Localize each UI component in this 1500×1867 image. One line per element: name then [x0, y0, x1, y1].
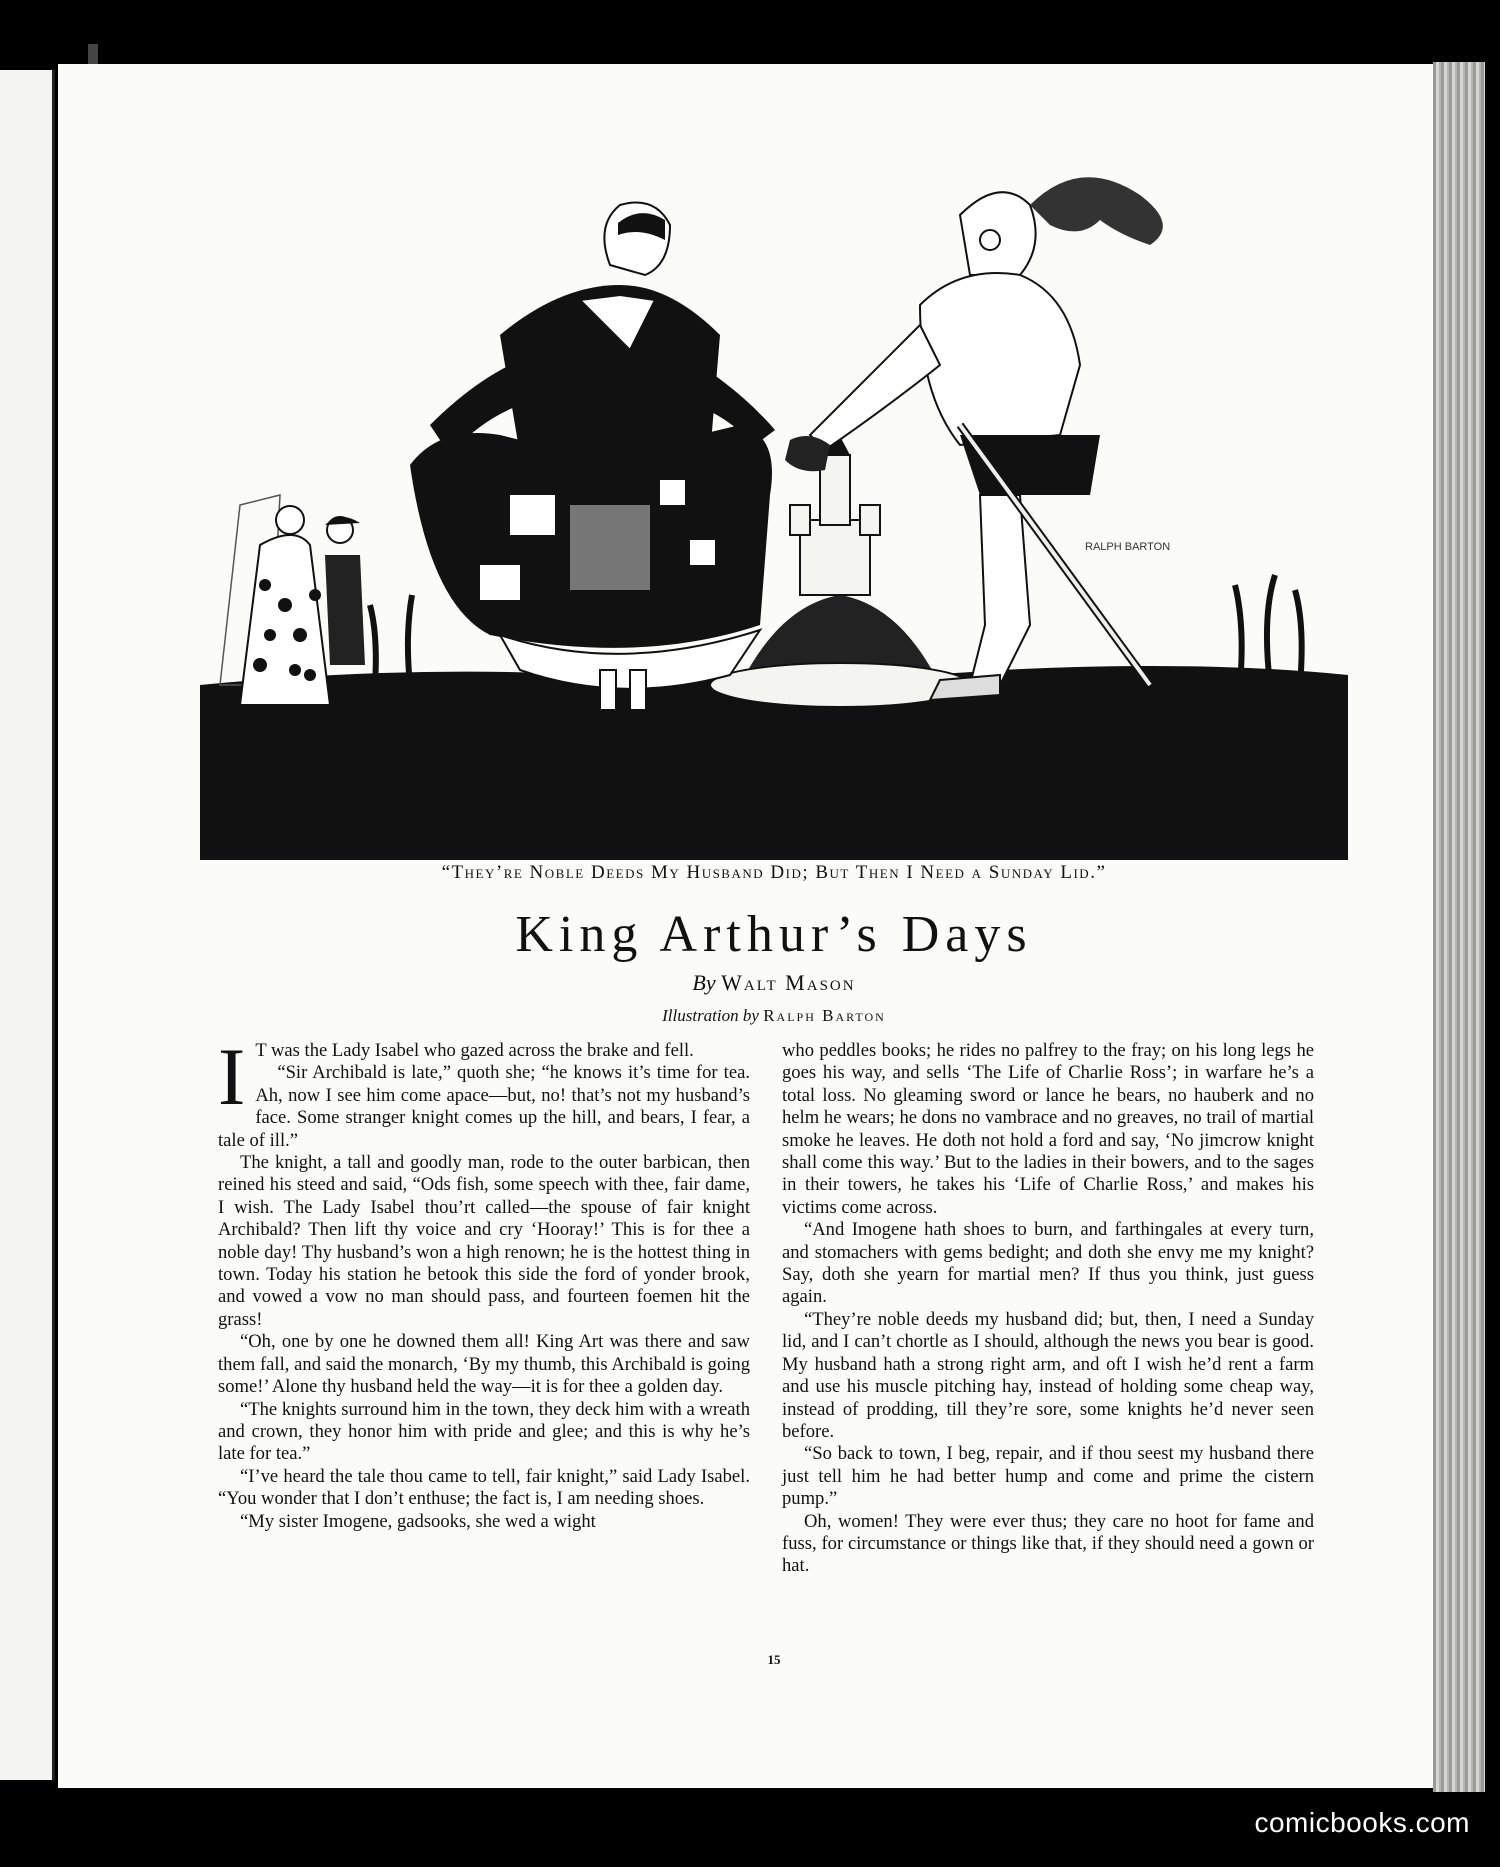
facing-page-edge [0, 70, 55, 1780]
paragraph: The knight, a tall and goodly man, rode to the outer barbican, then reined his steed and said, “Ods fish, some speech with thee, fair dame, I wish. The Lady Isabel thou’rt called—the spouse of fair knight Archibald? Then lift thy voice and cry ‘Hooray!’ This is for thee a noble day! Thy husband’s won a high renown; he is the hottest thing in town. Today his station he betook this side the ford of yonder brook, and vowed a vow no man should pass, and fourteen foemen hit the grass! [218, 1152, 750, 1330]
illustration-caption: “They’re Noble Deeds My Husband Did; But Then I Need a Sunday Lid.” [441, 862, 1107, 883]
paragraph: “I’ve heard the tale thou came to tell, fair knight,” said Lady Isabel. “You wonder that I don’t enthuse; the fact is, I am needing shoes. [218, 1465, 750, 1510]
page-number: 15 [767, 1652, 781, 1667]
article-column-right [782, 1040, 1314, 1578]
illustration-credit [200, 1006, 1348, 1026]
page-stack-edge [1433, 62, 1485, 1792]
illustrator-name: Ralph Barton [763, 1006, 886, 1025]
drop-cap: I [218, 1031, 246, 1122]
byline [200, 970, 1348, 996]
paragraph: “The knights surround him in the town, they deck him with a wreath and crown, they honor him with pride and glee; and this is why he’s late for tea.” [218, 1398, 750, 1465]
illustration [200, 165, 1348, 860]
illustration-drawing [200, 165, 1348, 860]
article-column-left [218, 1031, 750, 1533]
paragraph: “Oh, one by one he downed them all! King Art was there and saw them fall, and said the monarch, ‘By my thumb, this Archibald is going some!’ Alone thy husband held the way—it is for thee a golden day. [218, 1331, 750, 1398]
paragraph: “My sister Imogene, gadsooks, she wed a wight [240, 1510, 596, 1532]
byline-label: By [692, 970, 716, 995]
paragraph: who peddles books; he rides no palfrey to the fray; on his long legs he goes his way, and sells ‘The Life of Charlie Ross’; in warfare he’s a total loss. No gleaming sword or lance he bears, no hauberk and no helm he wears; he dons no vambrace and no greaves, no trail of martial smoke he leaves. He doth not hold a ford and say, ‘No jimcrow knight shall come this way.’ But to the ladies in their bowers, and to the sages in their towers, he takes his ‘Life of Charlie Ross,’ and makes his victims come across. [782, 1040, 1314, 1218]
paragraph: “They’re noble deeds my husband did; but, then, I need a Sunday lid, and I can’t chortle as I should, although the news you bear is good. My husband hath a strong right arm, and oft I wish he’d rent a farm and use his muscle pitching hay, instead of holding some cheap way, instead of prodding, till they’re sore, some knights he’d never seen before. [782, 1308, 1314, 1442]
paragraph: “Sir Archibald is late,” quoth she; “he knows it’s time for tea. Ah, now I see him come apace—but, no! that’s not my husband’s face. Some stranger knight comes up the hill, and bears, I fear, a tale of ill.” [218, 1062, 750, 1151]
site-watermark: comicbooks.com [1254, 1807, 1470, 1838]
paragraph: Oh, women! They were ever thus; they care no hoot for fame and fuss, for circumstance or things like that, if they should need a gown or hat. [782, 1510, 1314, 1577]
illustration-credit-label: Illustration by [662, 1006, 759, 1025]
article-title: King Arthur’s Days [515, 906, 1033, 963]
paragraph: T was the Lady Isabel who gazed across the brake and fell. [255, 1040, 694, 1061]
artist-signature: RALPH BARTON [1085, 541, 1171, 553]
author-name: Walt Mason [721, 970, 856, 995]
paragraph: “So back to town, I beg, repair, and if thou seest my husband there just tell him he had better hump and come and prime the cistern pump.” [782, 1443, 1314, 1510]
paragraph: “And Imogene hath shoes to burn, and farthingales at every turn, and stomachers with gems bedight; and doth she envy me my knight? Say, doth she yearn for martial men? If thus you think, just guess again. [782, 1219, 1314, 1308]
